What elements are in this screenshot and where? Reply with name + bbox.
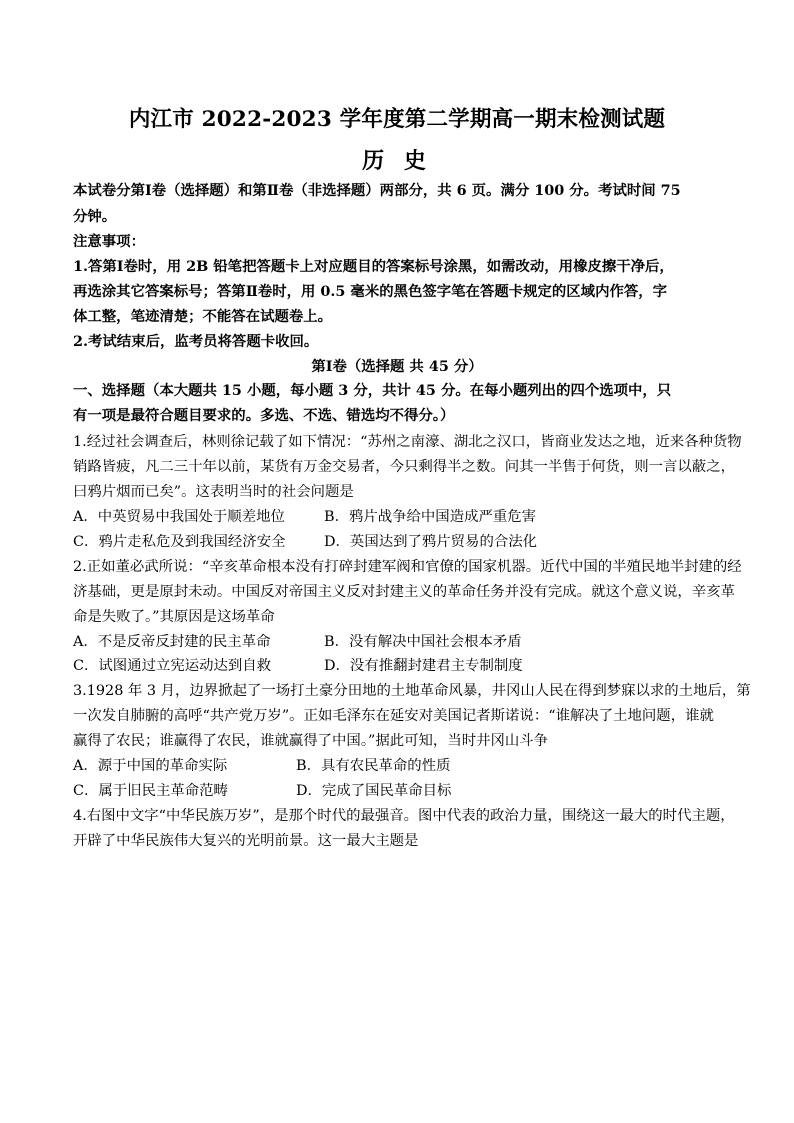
option-d[interactable]: D．英国达到了鸦片贸易的合法化 [324,534,538,550]
note-1-line-2: 再选涂其它答案标号；答第Ⅱ卷时，用 0.5 毫米的黑色签字笔在答题卡规定的区域内作答，字 [73,283,668,300]
option-b[interactable]: B．具有农民革命的性质 [296,758,451,774]
question-stem-line: 2.正如董必武所说：“辛亥革命根本没有打碎封建军阀和官僚的国家机器。近代中国的半殖民地半封建的经 [73,559,742,575]
option-a[interactable]: A．源于中国的革命实际 [73,758,228,774]
exam-title: 内江市 2022-2023 学年度第二学期高一期末检测试题 [128,107,666,132]
section-instructions-line-1: 一、选择题（本大题共 15 小题，每小题 3 分，共计 45 分。在每小题列出的四个选项中，只 [73,382,672,399]
part-1-heading: 第Ⅰ卷（选择题 共 45 分） [311,358,483,375]
note-2: 2.考试结束后，监考员将答题卡收回。 [73,333,319,350]
option-d[interactable]: D．完成了国民革命目标 [296,783,452,799]
option-c[interactable]: C．鸦片走私危及到我国经济安全 [73,534,286,550]
option-b[interactable]: B．鸦片战争给中国造成严重危害 [324,509,537,525]
question-stem-line: 3.1928 年 3 月，边界掀起了一场打土豪分田地的土地革命风暴，井冈山人民在得到梦寐以求的土地后，第 [73,683,751,699]
note-1-line-1: 1.答第Ⅰ卷时，用 2B 铅笔把答题卡上对应题目的答案标号涂黑，如需改动，用橡皮擦干净后， [73,258,674,275]
option-a[interactable]: A．不是反帝反封建的民主革命 [73,634,271,650]
option-d[interactable]: D．没有推翻封建君主专制制度 [324,658,523,674]
subject-title: 历 史 [362,148,432,174]
question-stem-line: 4.右图中文字“中华民族万岁”，是那个时代的最强音。图中代表的政治力量，围绕这一最大的时代主题， [73,808,735,824]
section-instructions-line-2: 有一项是最符合题目要求的。多选、不选、错选均不得分。） [73,407,455,424]
intro-line-2: 分钟。 [73,208,117,225]
question-stem-line: 济基础，更是原封未动。中国反对帝国主义反对封建主义的革命任务并没有完成。就这个意义说，辛亥革 [73,584,735,600]
question-stem-line: 销路皆疲，凡二三十年以前，某货有万金交易者，今只剩得半之数。问其一半售于何货，则一言以蔽之， [73,459,735,475]
question-stem-line: 开辟了中华民族伟大复兴的光明前景。这一最大主题是 [73,833,419,849]
question-stem-line: 一次发自肺腑的高呼“共产党万岁”。正如毛泽东在延安对美国记者斯诺说：“谁解决了土地问题，谁就 [73,708,714,724]
question-stem-line: 命是失败了。”其原因是这场革命 [73,609,275,625]
question-stem-line: 赢得了农民；谁赢得了农民，谁就赢得了中国。”据此可知，当时井冈山斗争 [73,733,549,749]
notes-heading: 注意事项： [73,233,145,250]
option-c[interactable]: C．属于旧民主革命范畴 [73,783,228,799]
option-b[interactable]: B．没有解决中国社会根本矛盾 [324,634,522,650]
intro-line-1: 本试卷分第Ⅰ卷（选择题）和第Ⅱ卷（非选择题）两部分，共 6 页。满分 100 分。考试时间 75 [73,182,681,199]
note-1-line-3: 体工整，笔迹清楚；不能答在试题卷上。 [73,308,333,325]
option-c[interactable]: C．试图通过立宪运动达到自救 [73,658,272,674]
question-stem-line: 1.经过社会调查后，林则徐记载了如下情况：“苏州之南濠、湖北之汉口，皆商业发达之地，近来各种货物 [73,434,742,450]
option-a[interactable]: A．中英贸易中我国处于顺差地位 [73,509,285,525]
question-stem-line: 曰鸦片烟而已矣”。这表明当时的社会问题是 [73,484,354,500]
